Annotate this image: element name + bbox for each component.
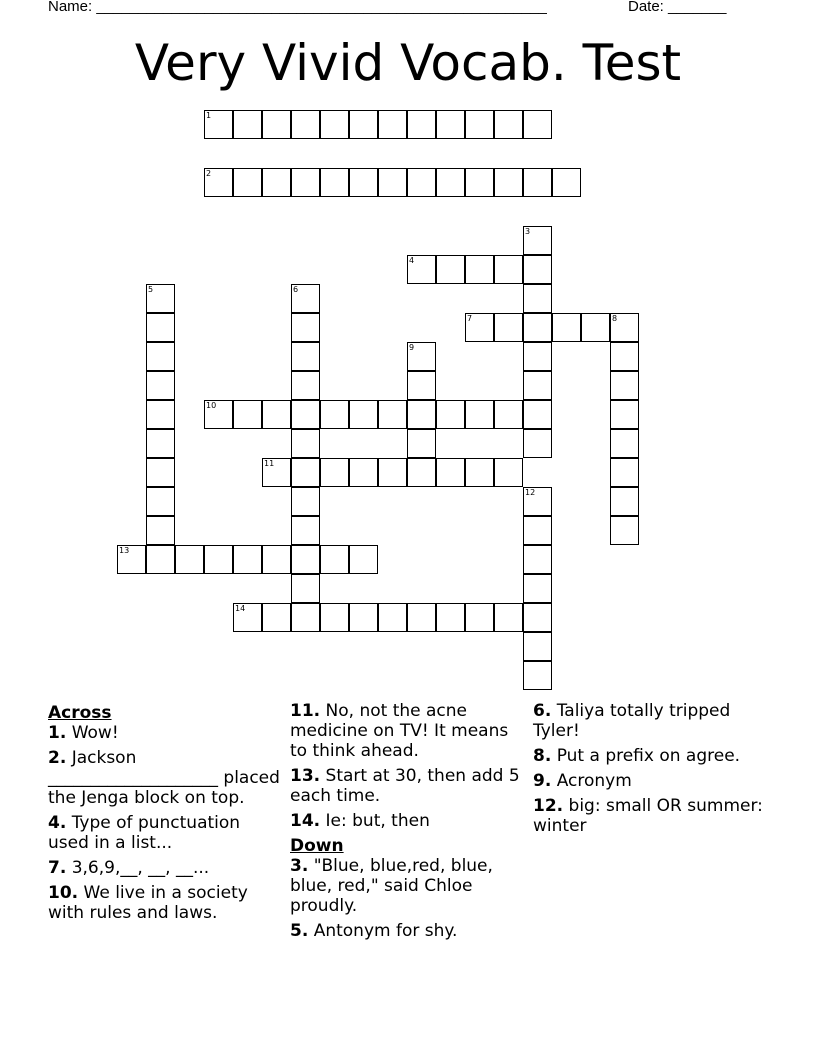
crossword-cell[interactable] xyxy=(407,255,436,284)
clue-column-2 xyxy=(290,701,522,946)
clue-number: 1. xyxy=(48,723,67,743)
crossword-cell[interactable] xyxy=(407,429,436,458)
crossword-cell[interactable] xyxy=(552,313,581,342)
clue-text: Taliya totally tripped Tyler! xyxy=(533,701,731,741)
crossword-cell[interactable] xyxy=(349,168,378,197)
crossword-cell[interactable] xyxy=(291,574,320,603)
crossword-cell[interactable] xyxy=(465,603,494,632)
crossword-cell[interactable] xyxy=(146,400,175,429)
crossword-cell[interactable] xyxy=(146,313,175,342)
crossword-cell[interactable] xyxy=(523,168,552,197)
crossword-cell[interactable] xyxy=(494,458,523,487)
clue-number: 2. xyxy=(48,748,67,768)
clue-text: No, not the acne medicine on TV! It means to think ahead. xyxy=(290,701,509,761)
clue-column-3 xyxy=(533,701,765,841)
crossword-cell[interactable] xyxy=(610,458,639,487)
crossword-cell[interactable] xyxy=(233,168,262,197)
clue-number: 9. xyxy=(533,771,552,791)
crossword-cell[interactable] xyxy=(291,313,320,342)
crossword-cell[interactable] xyxy=(262,168,291,197)
clue-text: Antonym for shy. xyxy=(308,921,458,941)
clue-number: 5. xyxy=(290,921,309,941)
clue-across-4 xyxy=(48,813,280,853)
crossword-cell[interactable] xyxy=(291,400,320,429)
clue-across-1 xyxy=(48,723,280,743)
crossword-cell[interactable] xyxy=(610,342,639,371)
clue-text: "Blue, blue,red, blue, blue, red," said Chloe proudly. xyxy=(290,856,493,916)
crossword-cell[interactable] xyxy=(146,429,175,458)
clue-text: Put a prefix on agree. xyxy=(551,746,741,766)
crossword-cell[interactable] xyxy=(146,487,175,516)
clue-number-label: 13 xyxy=(119,546,130,555)
crossword-cell[interactable] xyxy=(349,458,378,487)
clue-down-8 xyxy=(533,746,765,766)
clue-number: 6. xyxy=(533,701,552,721)
crossword-cell[interactable] xyxy=(233,400,262,429)
clue-number: 12. xyxy=(533,796,564,816)
crossword-cell[interactable] xyxy=(320,168,349,197)
crossword-cell[interactable] xyxy=(494,255,523,284)
crossword-cell[interactable] xyxy=(291,429,320,458)
crossword-cell[interactable] xyxy=(523,429,552,458)
crossword-cell[interactable] xyxy=(494,313,523,342)
crossword-cell[interactable] xyxy=(146,284,175,313)
crossword-cell[interactable] xyxy=(320,603,349,632)
crossword-cell[interactable] xyxy=(523,574,552,603)
crossword-cell[interactable] xyxy=(523,632,552,661)
crossword-cell[interactable] xyxy=(407,110,436,139)
crossword-cell[interactable] xyxy=(117,545,146,574)
crossword-cell[interactable] xyxy=(581,313,610,342)
clue-across-11 xyxy=(290,701,522,761)
clue-number: 3. xyxy=(290,856,309,876)
clue-number-label: 8 xyxy=(612,314,618,323)
clue-across-14 xyxy=(290,811,522,831)
crossword-cell[interactable] xyxy=(291,342,320,371)
crossword-cell[interactable] xyxy=(610,371,639,400)
crossword-cell[interactable] xyxy=(407,603,436,632)
crossword-cell[interactable] xyxy=(436,458,465,487)
crossword-cell[interactable] xyxy=(465,110,494,139)
clue-text: Wow! xyxy=(66,723,119,743)
clue-number: 4. xyxy=(48,813,67,833)
crossword-cell[interactable] xyxy=(436,400,465,429)
clue-number: 8. xyxy=(533,746,552,766)
clue-number: 7. xyxy=(48,858,67,878)
crossword-cell[interactable] xyxy=(146,458,175,487)
clue-number-label: 7 xyxy=(467,314,473,323)
crossword-cell[interactable] xyxy=(349,110,378,139)
clue-number: 10. xyxy=(48,883,79,903)
clue-text: Ie: but, then xyxy=(320,811,430,831)
crossword-cell[interactable] xyxy=(407,342,436,371)
crossword-cell[interactable] xyxy=(494,168,523,197)
clue-number-label: 10 xyxy=(206,401,217,410)
crossword-cell[interactable] xyxy=(291,284,320,313)
clue-text: big: small OR summer: winter xyxy=(533,796,763,836)
crossword-cell[interactable] xyxy=(523,284,552,313)
crossword-cell[interactable] xyxy=(610,429,639,458)
crossword-cell[interactable] xyxy=(175,545,204,574)
clue-number-label: 5 xyxy=(148,285,154,294)
clue-number: 13. xyxy=(290,766,321,786)
crossword-cell[interactable] xyxy=(146,516,175,545)
crossword-cell[interactable] xyxy=(465,255,494,284)
clue-number-label: 2 xyxy=(206,169,212,178)
clue-text: Start at 30, then add 5 each time. xyxy=(290,766,520,806)
crossword-cell[interactable] xyxy=(436,110,465,139)
clue-number: 14. xyxy=(290,811,321,831)
clue-text: 3,6,9,__, __, __... xyxy=(66,858,210,878)
crossword-cell[interactable] xyxy=(436,168,465,197)
crossword-cell[interactable] xyxy=(523,110,552,139)
crossword-cell[interactable] xyxy=(436,255,465,284)
crossword-cell[interactable] xyxy=(204,168,233,197)
crossword-cell[interactable] xyxy=(494,110,523,139)
clue-across-2 xyxy=(48,748,280,808)
across-heading: Across xyxy=(48,703,112,723)
crossword-cell[interactable] xyxy=(291,168,320,197)
crossword-cell[interactable] xyxy=(262,110,291,139)
clue-down-6 xyxy=(533,701,765,741)
crossword-cell[interactable] xyxy=(320,458,349,487)
clue-number: 11. xyxy=(290,701,321,721)
clue-down-5 xyxy=(290,921,522,941)
crossword-cell[interactable] xyxy=(465,458,494,487)
clue-down-3 xyxy=(290,856,522,916)
crossword-cell[interactable] xyxy=(349,400,378,429)
crossword-cell[interactable] xyxy=(552,168,581,197)
clue-number-label: 3 xyxy=(525,227,531,236)
crossword-cell[interactable] xyxy=(407,400,436,429)
crossword-cell[interactable] xyxy=(494,400,523,429)
crossword-cell[interactable] xyxy=(378,400,407,429)
crossword-cell[interactable] xyxy=(407,168,436,197)
crossword-cell[interactable] xyxy=(610,487,639,516)
crossword-cell[interactable] xyxy=(610,313,639,342)
crossword-cell[interactable] xyxy=(291,110,320,139)
crossword-cell[interactable] xyxy=(233,545,262,574)
clue-number-label: 11 xyxy=(264,459,275,468)
crossword-cell[interactable] xyxy=(523,371,552,400)
crossword-cell[interactable] xyxy=(146,371,175,400)
crossword-cell[interactable] xyxy=(262,545,291,574)
clue-number-label: 1 xyxy=(206,111,212,120)
crossword-cell[interactable] xyxy=(204,110,233,139)
crossword-cell[interactable] xyxy=(523,516,552,545)
crossword-cell[interactable] xyxy=(407,371,436,400)
crossword-cell[interactable] xyxy=(378,168,407,197)
crossword-cell[interactable] xyxy=(291,371,320,400)
crossword-cell[interactable] xyxy=(523,545,552,574)
clue-across-13 xyxy=(290,766,522,806)
clue-text: Acronym xyxy=(551,771,632,791)
clue-text: Jackson ____________________ placed the Jenga block on top. xyxy=(48,748,280,808)
crossword-cell[interactable] xyxy=(291,545,320,574)
crossword-cell[interactable] xyxy=(204,400,233,429)
clue-text: We live in a society with rules and laws. xyxy=(48,883,248,923)
clue-number-label: 6 xyxy=(293,285,299,294)
crossword-cell[interactable] xyxy=(523,603,552,632)
clue-across-7 xyxy=(48,858,280,878)
crossword-cell[interactable] xyxy=(523,400,552,429)
crossword-cell[interactable] xyxy=(291,516,320,545)
crossword-cell[interactable] xyxy=(320,400,349,429)
crossword-cell[interactable] xyxy=(320,110,349,139)
crossword-cell[interactable] xyxy=(523,255,552,284)
clue-number-label: 9 xyxy=(409,343,415,352)
crossword-cell[interactable] xyxy=(494,603,523,632)
name-field-label: Name: ______________________________________________________ xyxy=(48,0,547,15)
crossword-cell[interactable] xyxy=(610,516,639,545)
crossword-cell[interactable] xyxy=(523,661,552,690)
crossword-cell[interactable] xyxy=(349,603,378,632)
clue-across-10 xyxy=(48,883,280,923)
clue-column-1 xyxy=(48,701,280,928)
crossword-cell[interactable] xyxy=(436,603,465,632)
clue-text: Type of punctuation used in a list... xyxy=(48,813,241,853)
crossword-cell[interactable] xyxy=(378,110,407,139)
crossword-cell[interactable] xyxy=(378,458,407,487)
crossword-cell[interactable] xyxy=(378,603,407,632)
crossword-cell[interactable] xyxy=(146,342,175,371)
crossword-cell[interactable] xyxy=(204,545,233,574)
crossword-cell[interactable] xyxy=(349,545,378,574)
crossword-cell[interactable] xyxy=(291,603,320,632)
clue-down-9 xyxy=(533,771,765,791)
crossword-cell[interactable] xyxy=(523,226,552,255)
date-field-label: Date: _______ xyxy=(628,0,727,15)
crossword-cell[interactable] xyxy=(465,168,494,197)
crossword-cell[interactable] xyxy=(291,487,320,516)
crossword-cell[interactable] xyxy=(233,603,262,632)
page-title: Very Vivid Vocab. Test xyxy=(134,34,682,92)
clue-number-label: 12 xyxy=(525,488,536,497)
clue-number-label: 14 xyxy=(235,604,246,613)
crossword-cell[interactable] xyxy=(233,110,262,139)
crossword-cell[interactable] xyxy=(523,342,552,371)
crossword-cell[interactable] xyxy=(407,458,436,487)
crossword-cell[interactable] xyxy=(610,400,639,429)
crossword-cell[interactable] xyxy=(465,400,494,429)
clue-number-label: 4 xyxy=(409,256,415,265)
clue-down-12 xyxy=(533,796,765,836)
crossword-cell[interactable] xyxy=(465,313,494,342)
down-heading: Down xyxy=(290,836,344,856)
crossword-cell[interactable] xyxy=(320,545,349,574)
crossword-cell[interactable] xyxy=(291,458,320,487)
crossword-cell[interactable] xyxy=(262,400,291,429)
crossword-cell[interactable] xyxy=(523,487,552,516)
crossword-cell[interactable] xyxy=(523,313,552,342)
crossword-cell[interactable] xyxy=(262,458,291,487)
crossword-cell[interactable] xyxy=(262,603,291,632)
crossword-cell[interactable] xyxy=(146,545,175,574)
